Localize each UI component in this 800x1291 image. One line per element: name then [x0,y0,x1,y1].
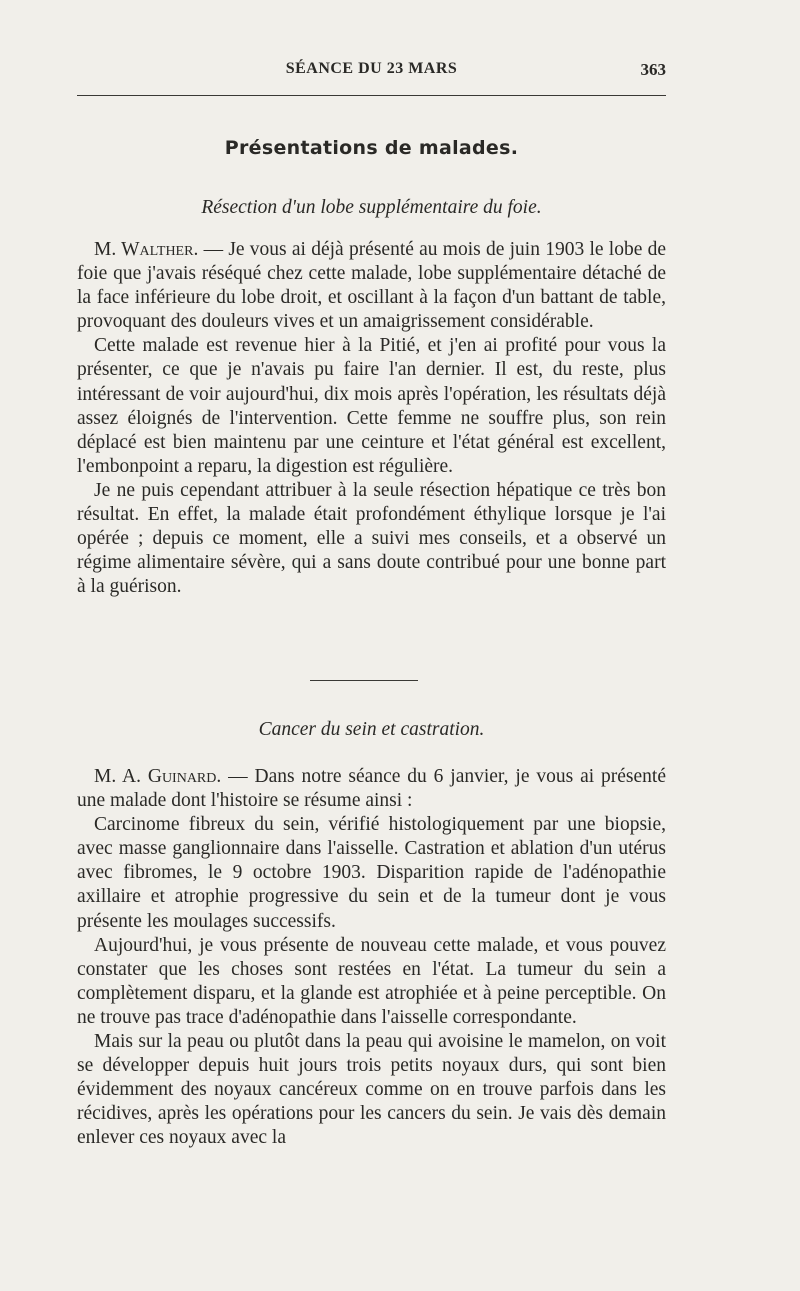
section-title: Présentations de malades. [224,137,519,159]
page-number: 363 [640,60,666,79]
article-1-paragraph: Je ne puis cependant attribuer à la seule résection hépatique ce très bon résultat. En effet, la malade était profondément éthylique lorsque je l'ai opérée ; depuis ce moment, elle a suivi mes conseils, et a observé un régime alimentaire sévère, qui a sans doute contribué pour une bonne part à la guérison. [77,479,666,598]
article-2-paragraph: M. A. Guinard. — Dans notre séance du 6 janvier, je vous ai présenté une malade dont l'histoire se résume ainsi : [77,766,666,812]
article-2-paragraph: Mais sur la peau ou plutôt dans la peau qui avoisine le mamelon, on voit se développer depuis huit jours trois petits noyaux durs, qui sont bien évidemment des noyaux cancéreux comme on en trouve parfois dans les récidives, après les opérations pour les cancers du sein. Je vais dès demain enlever ces noyaux avec la [77,1031,666,1149]
article-1-author: M. Walther. [94,239,199,260]
article-2-paragraph: Carcinome fibreux du sein, vérifié histologiquement par une biopsie, avec masse ganglionnaire dans l'aisselle. Castration et ablation d'un utérus avec fibromes, le 9 octobre 1903. Disparition rapide de l'adénopathie axillaire et atrophie progressive du sein et de la tumeur dont je vous présente les moulages successifs. [77,814,666,932]
article-1-title: Résection d'un lobe supplémentaire du foie. [201,197,542,218]
article-2-title: Cancer du sein et castration. [258,719,485,740]
article-2-author: M. A. Guinard. [94,766,222,787]
article-1-body [77,238,666,599]
article-1-paragraph: M. Walther. — Je vous ai déjà présenté au mois de juin 1903 le lobe de foie que j'avais réséqué chez cette malade, lobe supplémentaire détaché de la face inférieure du lobe droit, et oscillant à la façon d'un battant de table, provoquant des douleurs vives et un amaigrissement considérable. [77,239,667,333]
article-2-paragraph: Aujourd'hui, je vous présente de nouveau cette malade, et vous pouvez constater que les choses sont restées en l'état. La tumeur du sein a complètement disparu, et la glande est atrophiée et à peine perceptible. On ne trouve pas trace d'adénopathie dans l'aisselle correspondante. [77,934,666,1028]
running-head: SÉANCE DU 23 MARS [285,60,458,77]
header-rule [77,95,666,96]
section-divider [310,680,418,681]
page-header [77,58,666,82]
article-1-paragraph: Cette malade est revenue hier à la Pitié, et j'en ai profité pour vous la présenter, ce que je n'avais pu faire l'an dernier. Il est, du reste, plus intéressant de voir aujourd'hui, dix mois après l'opération, les résultats déjà assez éloignés de l'intervention. Cette femme ne souffre plus, son rein déplacé est bien maintenu par une ceinture et l'état général est excellent, l'embonpoint a reparu, la digestion est régulière. [77,335,666,477]
article-2-body [77,765,666,1151]
